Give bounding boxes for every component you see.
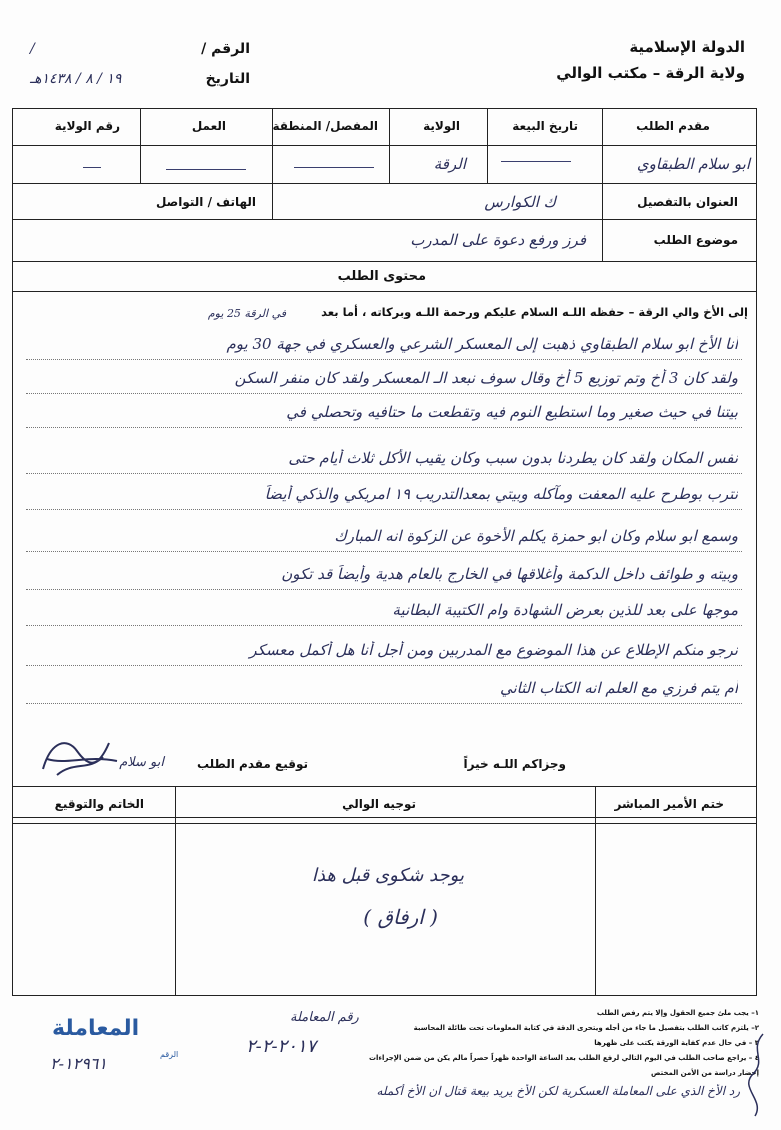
greeting: إلى الأخ والي الرقة – حفظه اللـه السلام عليكم ورحمة اللـه وبركاته ، أما بعد [321,305,748,319]
subject-value: فرز ورفع دعوة على المدرب [410,231,586,249]
note-item: ٤ – يراجع صاحب الطلب في اليوم التالي لرفع الطلب بعد الساعة الواحدة ظهراً حصراً مالم يكن من ضمن الإجراءات إحضار دراسة من الأمن المختص [368,1054,759,1077]
col-pledge-date: تاريخ البيعة [512,119,578,133]
phone-label: الهاتف / التواصل [155,195,256,209]
body-line: نترب بوطرح عليه المعفت ومآكله وبيتي بمعدالتدريب ١٩ امريكي والذكي أيضاً [264,485,738,503]
body-line: موجها على بعد للذين بعرض الشهادة وام الكتيبة البطانية [392,601,738,619]
body-line: ولقد كان 3 أخ وتم توزيع 5 أخ وقال سوف نبعد الـ المعسكر ولقد كان منفر السكن [234,369,738,387]
approval-table [12,786,757,996]
address-label: العنوان بالتفصيل [637,195,738,209]
col-district: المفصل/ المنطقة [272,119,378,133]
note-item: ٢– يلتزم كاتب الطلب بتفصيل ما جاء من أجله ويتحرى الدقة في كتابة المعلومات تحت طائلة المحاسبة [413,1024,759,1032]
footer-handwritten-note: رد الأخ الذي على المعاملة العسكرية لكن الأخ يريد بيعة قتال ان الأخ أكمله [376,1084,740,1098]
signature-name: ابو سلام [119,755,164,770]
note-above: في الرقة 25 يوم [207,307,286,320]
reference-block [30,34,250,94]
body-line: وبيته و طوائف داخل الدكمة وأغلاقها في الخارج بالعام هدية وأيضاً قد تكون [281,565,738,583]
applicant-value: ابو سلام الطبقاوي [636,155,750,173]
issuer-header [556,34,745,86]
col-applicant: مقدم الطلب [636,119,710,133]
request-form [12,108,757,818]
col-seal-signature: الخاتم والتوقيع [54,797,144,811]
note-item: ٣ – في حال عدم كفاية الورقة يكتب على ظهرها [594,1039,759,1047]
col-work: العمل [191,119,226,133]
note-item: ١– يجب ملئ جميع الحقول وإلا يتم رفض الطلب [596,1009,759,1017]
transaction-stamp-title: المعاملة [52,1016,140,1041]
wali-direction-line2: ( ارفاق ) [363,905,438,929]
content-title: محتوى الطلب [337,269,426,284]
stamp-number-label: الرقم [160,1050,179,1059]
wilaya-value: الرقة [433,155,466,173]
wali-direction-line1: يوجد شكوى قبل هذا [311,865,464,886]
body-line: نفس المكان ولقد كان يطردنا بدون سبب وكان يقيب الأكل ثلاث أيام حتى [288,449,738,467]
address-value: ك الكوارس [484,193,556,211]
date-label: التاريخ [205,71,250,87]
col-wilaya: الولاية [423,119,460,133]
stamp-number-value: ١٢٩٦١-٢ [50,1054,107,1073]
body-line: وسمع ابو سلام وكان ابو حمزة يكلم الأخوة عن الزكوة انه المبارك [334,527,738,545]
number-value: / [30,41,35,57]
subject-label: موضوع الطلب [653,233,738,247]
body-line: نرجو منكم الإطلاع عن هذا الموضوع مع المدربين ومن أجل أنا هل أكمل معسكر [249,641,738,659]
transaction-date: ٢٠١٧-٢-٢ [246,1036,317,1057]
body-line: بيتنا في حيث صغير وما استطيع النوم فيه وتقطعت ما حتافيه وتحصلي في [286,403,738,421]
office-name: ولاية الرقة – مكتب الوالي [556,64,745,82]
state-name: الدولة الإسلامية [629,38,745,56]
instructions-notes [359,1006,759,1081]
body-line: أنا الأخ ابو سلام الطبقاوي ذهبت إلى المعسكر الشرعي والعسكري في جهة 30 يوم [226,335,738,353]
closing-text: وجزاكم اللـه خيراً [463,757,566,771]
body-line: أم يتم فرزي مع العلم انه الكتاب الثاني [499,679,738,697]
col-wali-direction: توجيه الوالي [342,797,416,811]
number-label: الرقم / [201,41,250,57]
col-wilaya-number: رقم الولاية [54,119,120,133]
transaction-number-label: رقم المعاملة [290,1010,359,1025]
signature-label: توقيع مقدم الطلب [196,757,308,771]
margin-signature-scribble [743,1030,773,1120]
date-value: ١٩ / ٨ / ١٤٣٨هـ [30,71,122,87]
col-emir-stamp: ختم الأمير المباشر [614,797,724,811]
applicant-signature-scribble [37,731,127,781]
